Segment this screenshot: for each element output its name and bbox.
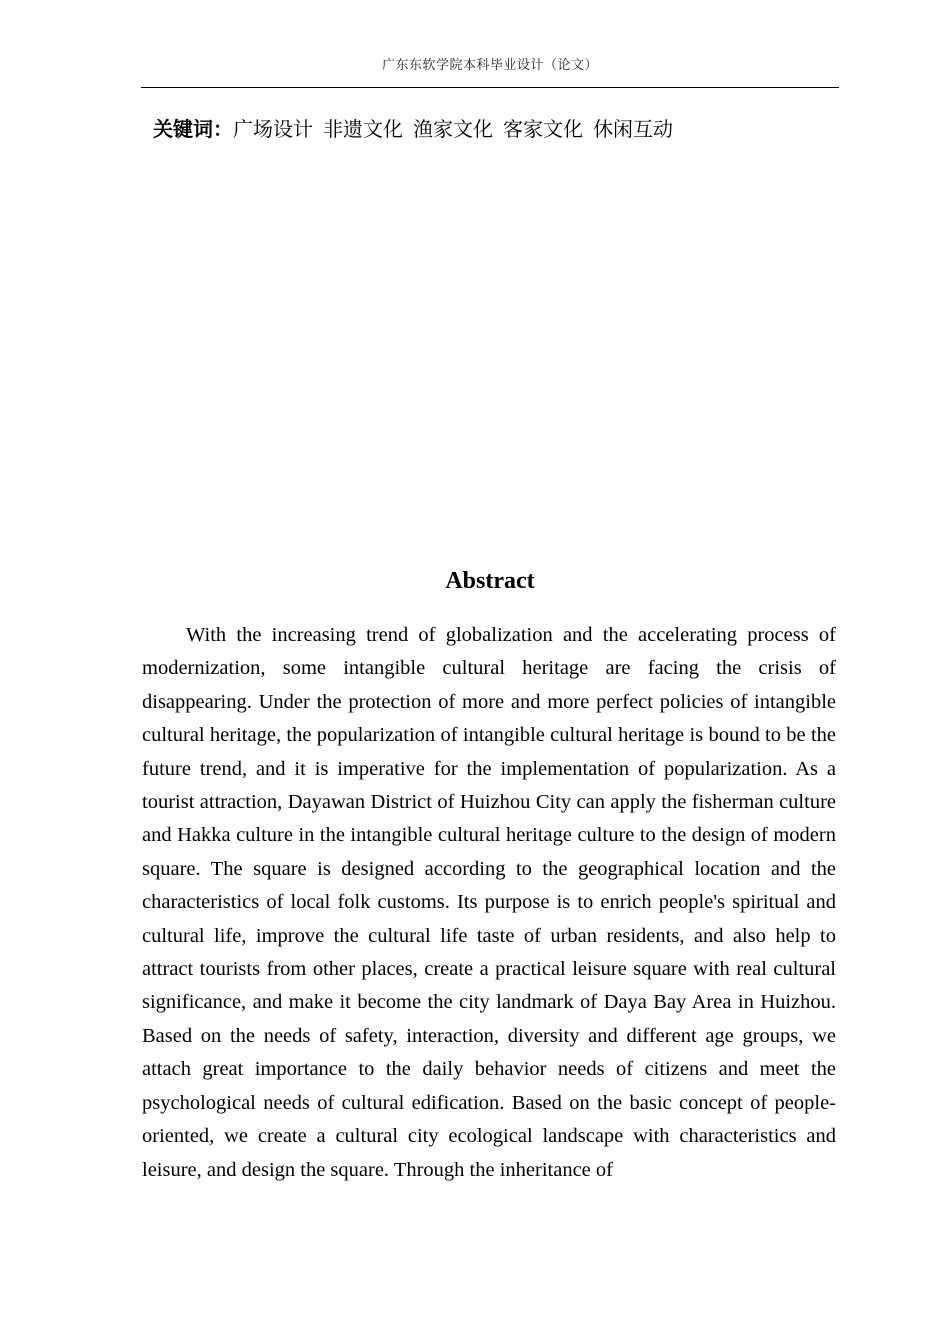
keyword: 非遗文化: [323, 117, 403, 141]
keyword: 渔家文化: [413, 117, 493, 141]
page-header: [141, 56, 839, 88]
header-title: 广东东软学院本科毕业设计（论文）: [381, 58, 598, 73]
abstract-body: With the increasing trend of globalization and the accelerating process of modernization, some intangible cultural heritage are facing the crisis of disappearing. Under the protection of more and more perfect policies of intangible cultural heritage, the popularization of intangible cultural heritage is bound to be the future trend, and it is imperative for the implementation of popularization. As a tourist attraction, Dayawan District of Huizhou City can apply the fisherman culture and Hakka culture in the intangible cultural heritage culture to the design of modern square. The square is designed according to the geographical location and the characteristics of local folk customs. Its purpose is to enrich people's spiritual and cultural life, improve the cultural life taste of urban residents, and also help to attract tourists from other places, create a practical leisure square with real cultural significance, and make it become the city landmark of Daya Bay Area in Huizhou. Based on the needs of safety, interaction, diversity and different age groups, we attach great importance to the daily behavior needs of citizens and meet the psychological needs of cultural edification. Based on the basic concept of people-oriented, we create a cultural city ecological landscape with characteristics and leisure, and design the square. Through the inheritance of: [142, 624, 836, 1181]
keyword: 休闲互动: [593, 117, 673, 141]
abstract-title: Abstract: [445, 568, 535, 594]
keyword: 客家文化: [503, 117, 583, 141]
keywords-label: 关键词：: [153, 117, 233, 141]
keywords-line: [153, 114, 843, 144]
keyword: 广场设计: [233, 117, 313, 141]
